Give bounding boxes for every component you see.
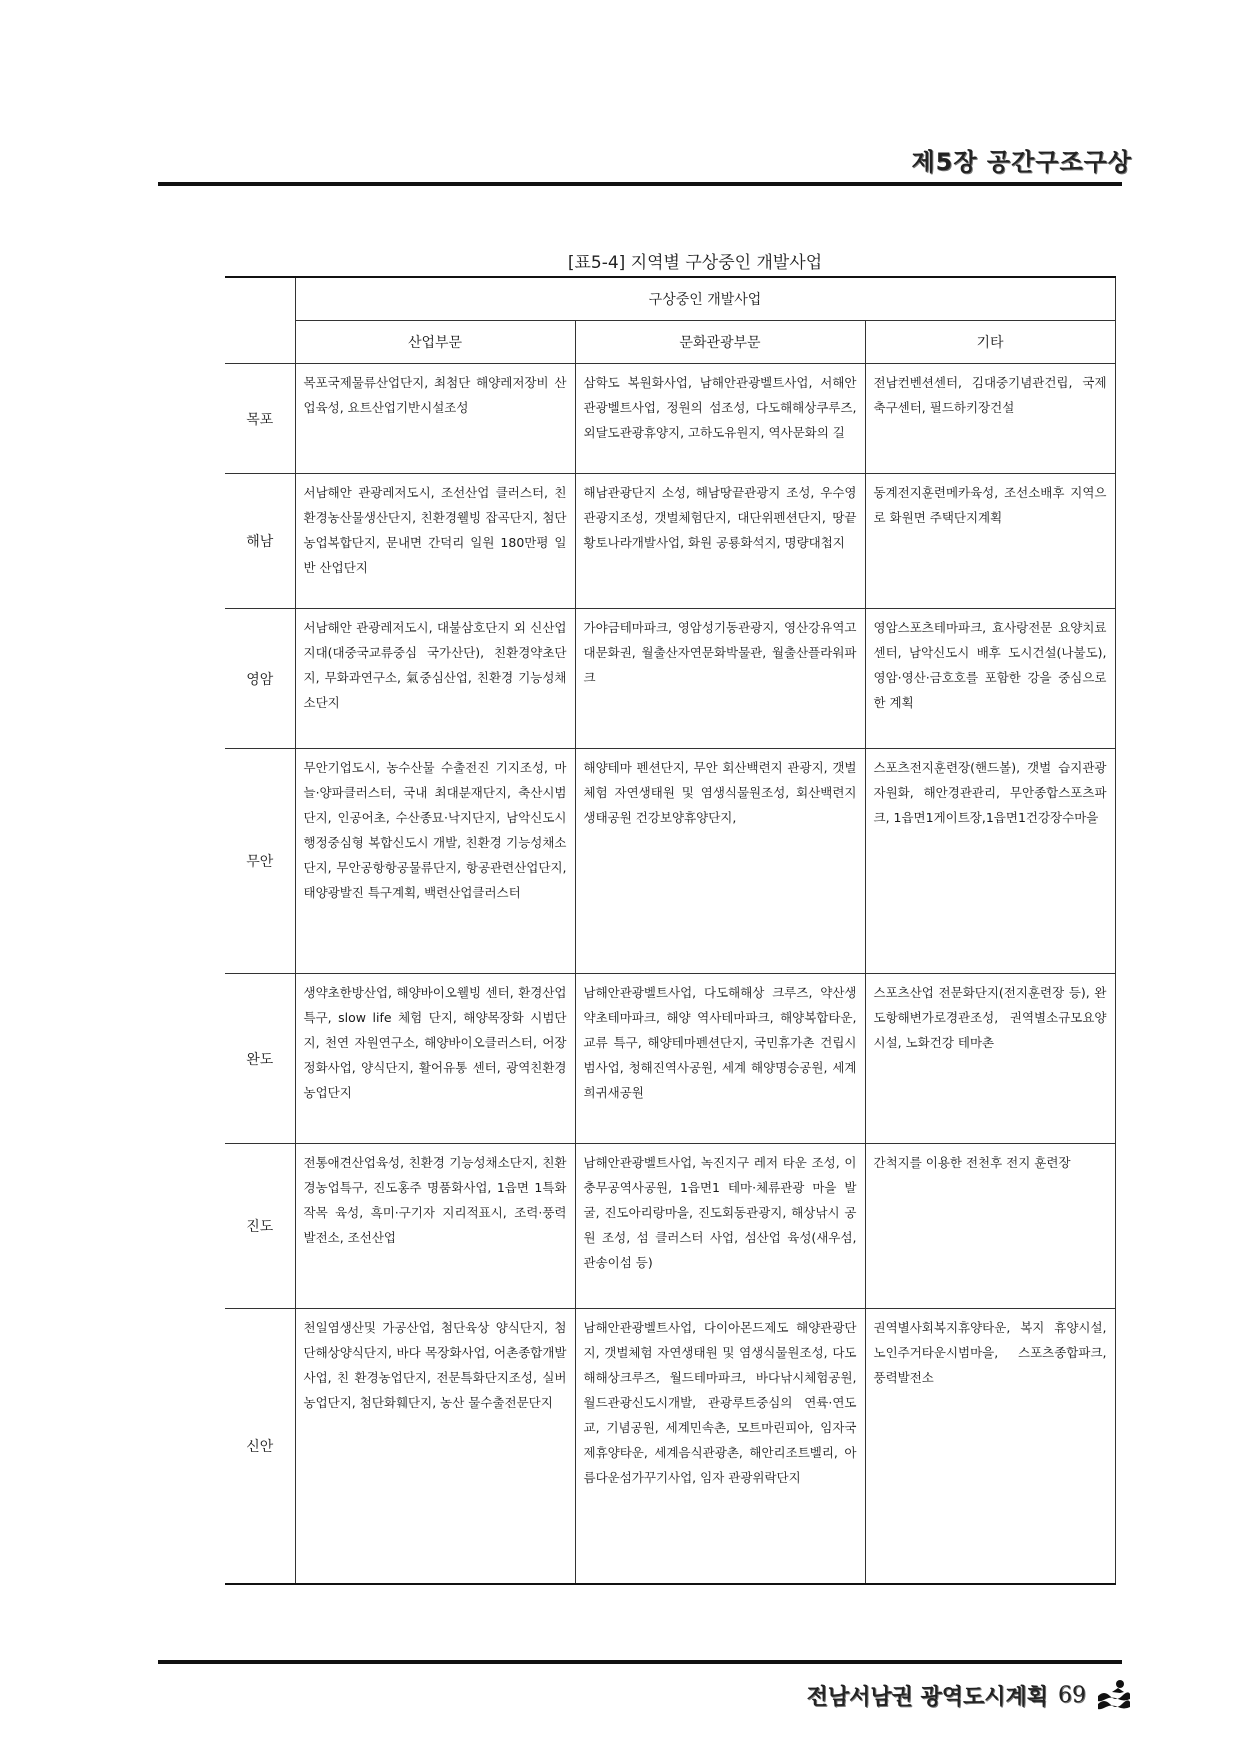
region-header-blank <box>225 277 295 364</box>
header-rule <box>158 182 1122 186</box>
culture-cell: 남해안관광벨트사업, 다도해해상 크루즈, 약산생약초테마파크, 해양 역사테마파크, 해양복합타운, 교류 특구, 해양테마펜션단지, 국민휴가촌 건립시범사업, 청해진역사공원, 세계 해양명승공원, 세계희귀새공원 <box>575 974 865 1144</box>
other-cell: 전남컨벤션센터, 김대중기념관건립, 국제축구센터, 필드하키장건설 <box>865 364 1115 474</box>
column-header-industry: 산업부문 <box>295 321 575 364</box>
other-cell: 영암스포츠테마파크, 효사랑전문 요양치료센터, 남악신도시 배후 도시건설(나불도), 영암·영산·금호호를 포함한 강을 중심으로 한 계획 <box>865 609 1115 749</box>
culture-cell: 남해안관광벨트사업, 녹진지구 레저 타운 조성, 이충무공역사공원, 1읍면1 테마·체류관광 마을 발굴, 진도아리랑마을, 진도회동관광지, 해상낚시 공원 조성, 섬 클러스터 사업, 섬산업 육성(새우섬, 관송이섬 등) <box>575 1144 865 1309</box>
table-title: [표5-4] 지역별 구상중인 개발사업 <box>567 253 823 273</box>
industry-cell: 목포국제물류산업단지, 최첨단 해양레저장비 산업육성, 요트산업기반시설조성 <box>295 364 575 474</box>
table-row <box>225 609 1115 749</box>
region-cell: 해남 <box>225 474 295 609</box>
column-header-other: 기타 <box>865 321 1115 364</box>
group-header: 구상중인 개발사업 <box>295 277 1115 321</box>
culture-cell: 가야금테마파크, 영암성기동관광지, 영산강유역고대문화권, 월출산자연문화박물관, 월출산플라워파크 <box>575 609 865 749</box>
table-row <box>225 749 1115 974</box>
region-cell: 영암 <box>225 609 295 749</box>
culture-cell: 남해안관광벨트사업, 다이아몬드제도 해양관광단지, 갯벌체험 자연생태원 및 염생식물원조성, 다도해해상크루즈, 월드테마파크, 바다낚시체험공원, 월드관광신도시개발, 관광루트중심의 연륙·연도교, 기념공원, 세계민속촌, 모트마린피아, 임자국제휴양타운, 세계음식관광촌, 해안리조트벨리, 아름다운섬가꾸기사업, 임자 관광위락단지 <box>575 1309 865 1584</box>
industry-cell: 서남해안 관광레저도시, 조선산업 클러스터, 친환경농산물생산단지, 친환경웰빙 잡곡단지, 첨단농업복합단지, 문내면 간덕리 일원 180만평 일반 산업단지 <box>295 474 575 609</box>
culture-cell: 삼학도 복원화사업, 남해안관광벨트사업, 서해안관광벨트사업, 정원의 섬조성, 다도해해상쿠루즈, 외달도관광휴양지, 고하도유원지, 역사문화의 길 <box>575 364 865 474</box>
page-number: 69 <box>1058 1682 1086 1708</box>
industry-cell: 전통애견산업육성, 친환경 기능성채소단지, 친환경농업특구, 진도홍주 명품화사업, 1읍면 1특화작목 육성, 흑미·구기자 지리적표시, 조력·풍력 발전소, 조선산업 <box>295 1144 575 1309</box>
region-cell: 목포 <box>225 364 295 474</box>
table-row <box>225 974 1115 1144</box>
culture-cell: 해양테마 펜션단지, 무안 회산백련지 관광지, 갯벌체험 자연생태원 및 염생식물원조성, 회산백련지생태공원 건강보양휴양단지, <box>575 749 865 974</box>
region-cell: 완도 <box>225 974 295 1144</box>
development-table <box>225 276 1115 1585</box>
table-row <box>225 364 1115 474</box>
table-row <box>225 1309 1115 1584</box>
industry-cell: 서남해안 관광레저도시, 대불삼호단지 외 신산업지대(대중국교류중심 국가산단), 친환경약초단지, 무화과연구소, 氣중심산업, 친환경 기능성채소단지 <box>295 609 575 749</box>
industry-cell: 생약초한방산업, 해양바이오웰빙 센터, 환경산업특구, slow life 체험 단지, 해양목장화 시범단지, 천연 자원연구소, 해양바이오클러스터, 어장정화사업, 양식단지, 활어유통 센터, 광역친환경농업단지 <box>295 974 575 1144</box>
industry-cell: 천일염생산및 가공산업, 첨단육상 양식단지, 첨단해상양식단지, 바다 목장화사업, 어촌종합개발사업, 친 환경농업단지, 전문특화단지조성, 실버농업단지, 첨단화훼단지, 농산 물수출전문단지 <box>295 1309 575 1584</box>
document-title: 전남서남권 광역도시계획 <box>806 1684 1048 1710</box>
other-cell: 스포츠산업 전문화단지(전지훈련장 등), 완도항해변가로경관조성, 권역별소규모요양시설, 노화건강 테마촌 <box>865 974 1115 1144</box>
other-cell: 권역별사회복지휴양타운, 복지 휴양시설, 노인주거타운시범마을, 스포츠종합파크, 풍력발전소 <box>865 1309 1115 1584</box>
culture-cell: 해남관광단지 소성, 해남땅끝관광지 조성, 우수영관광지조성, 갯벌체험단지, 대단위펜션단지, 땅끝황토나라개발사업, 화원 공룡화석지, 명량대첩지 <box>575 474 865 609</box>
other-cell: 스포츠전지훈련장(핸드볼), 갯벌 습지관광자원화, 해안경관관리, 무안종합스포츠파크, 1읍면1게이트장,1읍면1건강장수마을 <box>865 749 1115 974</box>
region-cell: 무안 <box>225 749 295 974</box>
page-footer <box>807 1678 1130 1712</box>
other-cell: 동계전지훈련메카육성, 조선소배후 지역으로 화원면 주택단지계획 <box>865 474 1115 609</box>
other-cell: 간척지를 이용한 전천후 전지 훈련장 <box>865 1144 1115 1309</box>
table-row <box>225 474 1115 609</box>
table-row <box>225 1144 1115 1309</box>
industry-cell: 무안기업도시, 농수산물 수출전진 기지조성, 마늘·양파클러스터, 국내 최대분재단지, 축산시범단지, 인공어초, 수산종묘·낙지단지, 남악신도시 행정중심형 복합신도시 개발, 친환경 기능성채소단지, 무안공항항공물류단지, 항공관련산업단지, 태양광발진 특구계획, 백련산업클러스터 <box>295 749 575 974</box>
region-cell: 신안 <box>225 1309 295 1584</box>
column-header-culture: 문화관광부문 <box>575 321 865 364</box>
footer-rule <box>158 1660 1122 1664</box>
chapter-header: 제5장 공간구조구상 <box>911 148 1132 176</box>
wave-figure-logo-icon <box>1096 1678 1130 1712</box>
region-cell: 진도 <box>225 1144 295 1309</box>
